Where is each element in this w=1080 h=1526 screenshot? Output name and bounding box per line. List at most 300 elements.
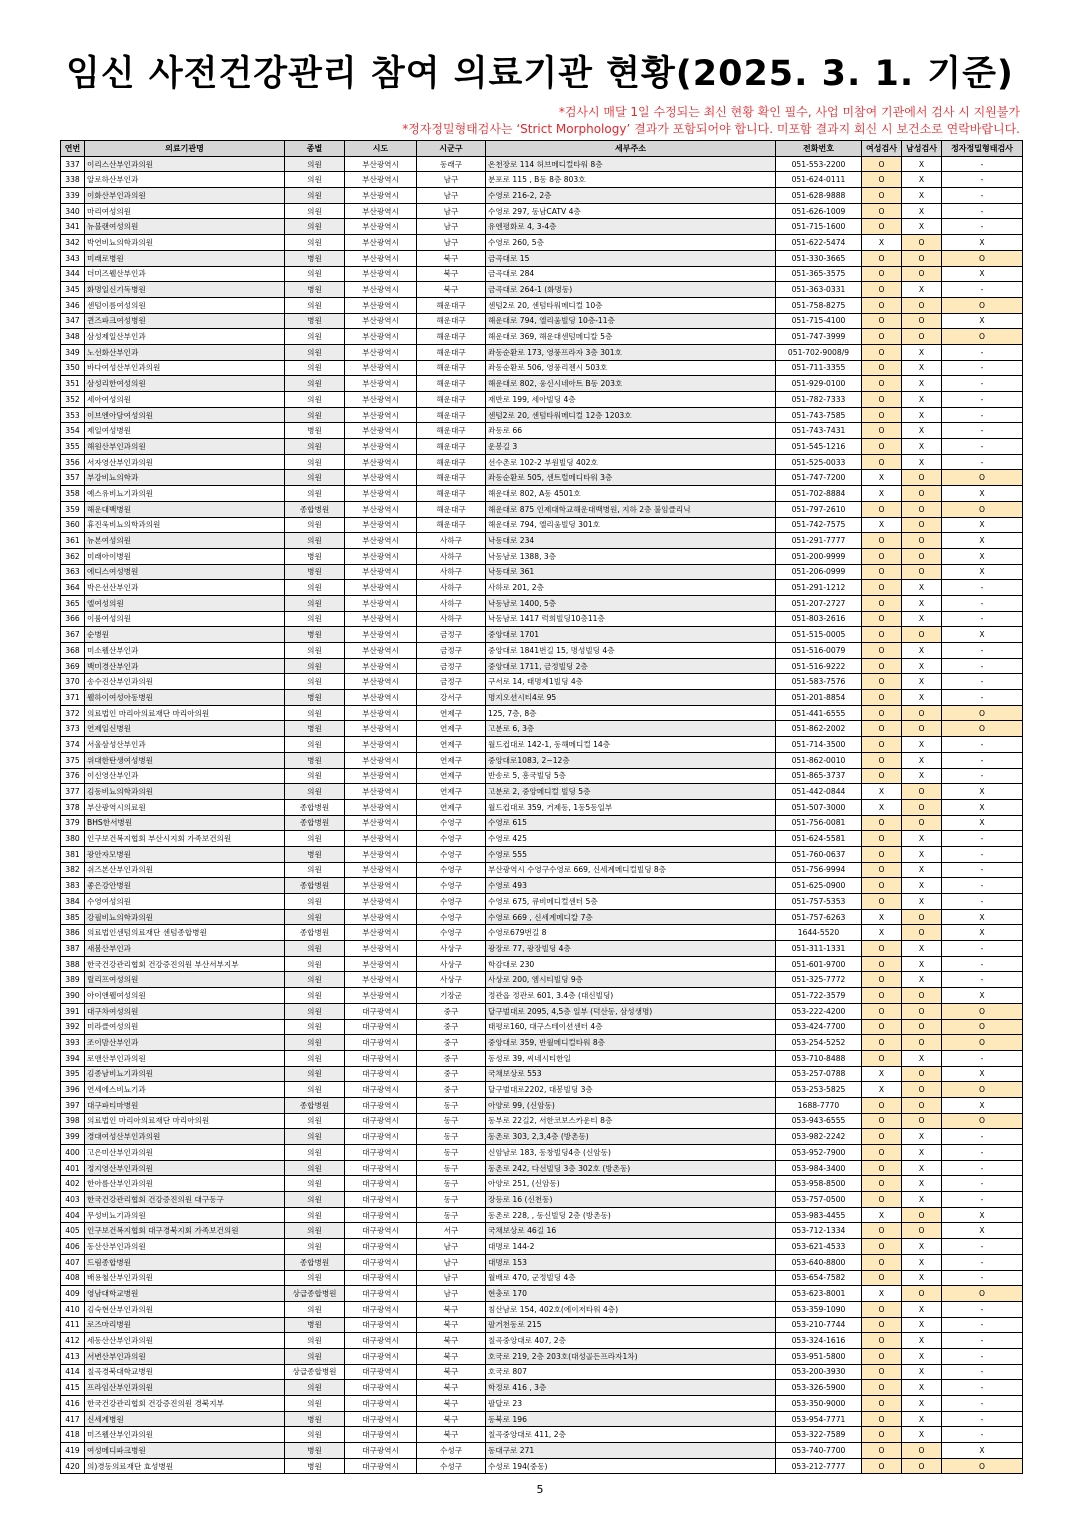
male-test-cell: O bbox=[902, 1035, 942, 1051]
district-cell: 수영구 bbox=[417, 846, 486, 862]
address-cell: 수영로679번길 8 bbox=[486, 925, 776, 941]
table-row bbox=[61, 752, 1023, 768]
district-cell: 연제구 bbox=[417, 799, 486, 815]
institution-type-cell: 종합병원 bbox=[285, 1097, 345, 1113]
institution-name-cell: 백미경산부인과 bbox=[85, 658, 285, 674]
table-row bbox=[61, 1192, 1023, 1208]
institution-type-cell: 의원 bbox=[285, 439, 345, 455]
institution-name-cell: 조이맘산부인과 bbox=[85, 1035, 285, 1051]
morphology-test-cell: O bbox=[942, 470, 1023, 486]
phone-cell: 051-291-1212 bbox=[776, 580, 862, 596]
col-header-male-test: 남성검사 bbox=[902, 141, 942, 157]
male-test-cell: O bbox=[902, 313, 942, 329]
table-row bbox=[61, 439, 1023, 455]
province-cell: 부산광역시 bbox=[345, 282, 417, 298]
institution-name-cell: 김숙현산부인과의원 bbox=[85, 1301, 285, 1317]
phone-cell: 053-324-1616 bbox=[776, 1333, 862, 1349]
female-test-cell: O bbox=[862, 1254, 902, 1270]
phone-cell: 053-640-8800 bbox=[776, 1254, 862, 1270]
institution-name-cell: 박연비뇨의학과의원 bbox=[85, 235, 285, 251]
institution-name-cell: 이신영산부인과 bbox=[85, 768, 285, 784]
table-row bbox=[61, 784, 1023, 800]
province-cell: 대구광역시 bbox=[345, 1301, 417, 1317]
district-cell: 금정구 bbox=[417, 658, 486, 674]
table-row bbox=[61, 266, 1023, 282]
morphology-test-cell: - bbox=[942, 1301, 1023, 1317]
morphology-test-cell: X bbox=[942, 313, 1023, 329]
col-header-address: 세부주소 bbox=[486, 141, 776, 157]
row-number-cell: 373 bbox=[61, 721, 85, 737]
institution-type-cell: 의원 bbox=[285, 1348, 345, 1364]
institution-type-cell: 의원 bbox=[285, 1207, 345, 1223]
province-cell: 대구광역시 bbox=[345, 1427, 417, 1443]
province-cell: 대구광역시 bbox=[345, 1019, 417, 1035]
institution-type-cell: 의원 bbox=[285, 1160, 345, 1176]
male-test-cell: O bbox=[902, 815, 942, 831]
table-row bbox=[61, 909, 1023, 925]
table-row bbox=[61, 564, 1023, 580]
address-cell: 동촌로 228, , 동신빌딩 2층 (방촌동) bbox=[486, 1207, 776, 1223]
district-cell: 강서구 bbox=[417, 690, 486, 706]
female-test-cell: O bbox=[862, 1301, 902, 1317]
morphology-test-cell: - bbox=[942, 831, 1023, 847]
table-row bbox=[61, 1396, 1023, 1412]
province-cell: 부산광역시 bbox=[345, 752, 417, 768]
address-cell: 동촌로 242, 다선빌딩 3층 302호 (방촌동) bbox=[486, 1160, 776, 1176]
institution-type-cell: 의원 bbox=[285, 188, 345, 204]
district-cell: 연제구 bbox=[417, 768, 486, 784]
morphology-test-cell: O bbox=[942, 1286, 1023, 1302]
institution-name-cell: 영남대학교병원 bbox=[85, 1286, 285, 1302]
address-cell: 수영로 216-2, 2층 bbox=[486, 188, 776, 204]
morphology-test-cell: - bbox=[942, 360, 1023, 376]
male-test-cell: X bbox=[902, 1301, 942, 1317]
male-test-cell: X bbox=[902, 1333, 942, 1349]
district-cell: 동구 bbox=[417, 1113, 486, 1129]
institution-name-cell: 프라임산부인과의원 bbox=[85, 1380, 285, 1396]
district-cell: 수영구 bbox=[417, 925, 486, 941]
morphology-test-cell: - bbox=[942, 1145, 1023, 1161]
district-cell: 북구 bbox=[417, 1333, 486, 1349]
address-cell: 좌동순환로 506, 영풍리젠시 503호 bbox=[486, 360, 776, 376]
morphology-test-cell: X bbox=[942, 1443, 1023, 1459]
female-test-cell: X bbox=[862, 925, 902, 941]
institution-type-cell: 의원 bbox=[285, 392, 345, 408]
row-number-cell: 374 bbox=[61, 737, 85, 753]
address-cell: 중앙대로1083, 2~12층 bbox=[486, 752, 776, 768]
institution-table bbox=[60, 140, 1023, 1474]
address-cell: 중앙대로 1841번길 15, 명성빌딩 4층 bbox=[486, 643, 776, 659]
female-test-cell: O bbox=[862, 266, 902, 282]
male-test-cell: O bbox=[902, 517, 942, 533]
male-test-cell: X bbox=[902, 643, 942, 659]
address-cell: 사상로 200, 엠시티빌딩 9층 bbox=[486, 972, 776, 988]
province-cell: 대구광역시 bbox=[345, 1066, 417, 1082]
table-row bbox=[61, 235, 1023, 251]
morphology-test-cell: - bbox=[942, 595, 1023, 611]
morphology-test-cell: - bbox=[942, 1364, 1023, 1380]
district-cell: 수영구 bbox=[417, 878, 486, 894]
morphology-test-cell: - bbox=[942, 439, 1023, 455]
province-cell: 대구광역시 bbox=[345, 1254, 417, 1270]
female-test-cell: O bbox=[862, 674, 902, 690]
province-cell: 대구광역시 bbox=[345, 1286, 417, 1302]
phone-cell: 051-758-8275 bbox=[776, 297, 862, 313]
address-cell: 좌동순환로 505, 센트럴메디타워 3층 bbox=[486, 470, 776, 486]
province-cell: 대구광역시 bbox=[345, 1176, 417, 1192]
table-row bbox=[61, 1443, 1023, 1459]
male-test-cell: X bbox=[902, 1192, 942, 1208]
institution-type-cell: 의원 bbox=[285, 486, 345, 502]
district-cell: 연제구 bbox=[417, 752, 486, 768]
morphology-test-cell: - bbox=[942, 752, 1023, 768]
address-cell: 낙동남로 1400, 5층 bbox=[486, 595, 776, 611]
male-test-cell: O bbox=[902, 1443, 942, 1459]
female-test-cell: O bbox=[862, 846, 902, 862]
table-row bbox=[61, 972, 1023, 988]
phone-cell: 053-952-7900 bbox=[776, 1145, 862, 1161]
district-cell: 남구 bbox=[417, 188, 486, 204]
row-number-cell: 355 bbox=[61, 439, 85, 455]
district-cell: 북구 bbox=[417, 1380, 486, 1396]
row-number-cell: 404 bbox=[61, 1207, 85, 1223]
phone-cell: 053-359-1090 bbox=[776, 1301, 862, 1317]
address-cell: 중앙대로 359, 반월메디컬타워 8층 bbox=[486, 1035, 776, 1051]
province-cell: 대구광역시 bbox=[345, 1364, 417, 1380]
table-row bbox=[61, 1129, 1023, 1145]
institution-name-cell: 동산산부인과의원 bbox=[85, 1239, 285, 1255]
morphology-test-cell: X bbox=[942, 909, 1023, 925]
female-test-cell: O bbox=[862, 972, 902, 988]
row-number-cell: 414 bbox=[61, 1364, 85, 1380]
phone-cell: 051-207-2727 bbox=[776, 595, 862, 611]
province-cell: 부산광역시 bbox=[345, 501, 417, 517]
table-row bbox=[61, 658, 1023, 674]
row-number-cell: 361 bbox=[61, 533, 85, 549]
female-test-cell: O bbox=[862, 580, 902, 596]
district-cell: 수영구 bbox=[417, 862, 486, 878]
district-cell: 동구 bbox=[417, 1176, 486, 1192]
row-number-cell: 356 bbox=[61, 454, 85, 470]
district-cell: 남구 bbox=[417, 203, 486, 219]
province-cell: 부산광역시 bbox=[345, 548, 417, 564]
phone-cell: 051-330-3665 bbox=[776, 250, 862, 266]
female-test-cell: O bbox=[862, 1003, 902, 1019]
male-test-cell: O bbox=[902, 721, 942, 737]
table-row bbox=[61, 1239, 1023, 1255]
institution-type-cell: 병원 bbox=[285, 1443, 345, 1459]
province-cell: 대구광역시 bbox=[345, 1239, 417, 1255]
phone-cell: 053-757-0500 bbox=[776, 1192, 862, 1208]
address-cell: 태평로160, 대구스테이션센터 4층 bbox=[486, 1019, 776, 1035]
phone-cell: 051-862-0010 bbox=[776, 752, 862, 768]
district-cell: 북구 bbox=[417, 1348, 486, 1364]
female-test-cell: O bbox=[862, 737, 902, 753]
male-test-cell: O bbox=[902, 627, 942, 643]
district-cell: 서구 bbox=[417, 1223, 486, 1239]
institution-type-cell: 병원 bbox=[285, 690, 345, 706]
district-cell: 동구 bbox=[417, 1207, 486, 1223]
institution-type-cell: 의원 bbox=[285, 1176, 345, 1192]
address-cell: 해운대로 794, 엘리움빌딩 10층-11층 bbox=[486, 313, 776, 329]
phone-cell: 051-756-0081 bbox=[776, 815, 862, 831]
province-cell: 부산광역시 bbox=[345, 203, 417, 219]
row-number-cell: 375 bbox=[61, 752, 85, 768]
phone-cell: 051-441-6555 bbox=[776, 705, 862, 721]
institution-name-cell: 릴리프여성의원 bbox=[85, 972, 285, 988]
institution-type-cell: 의원 bbox=[285, 1082, 345, 1098]
row-number-cell: 350 bbox=[61, 360, 85, 376]
morphology-test-cell: - bbox=[942, 156, 1023, 172]
address-cell: 수영로 425 bbox=[486, 831, 776, 847]
phone-cell: 051-797-2610 bbox=[776, 501, 862, 517]
morphology-test-cell: - bbox=[942, 1270, 1023, 1286]
row-number-cell: 379 bbox=[61, 815, 85, 831]
row-number-cell: 416 bbox=[61, 1396, 85, 1412]
address-cell: 중앙대로 1711, 금정빌딩 2층 bbox=[486, 658, 776, 674]
male-test-cell: X bbox=[902, 878, 942, 894]
morphology-test-cell: - bbox=[942, 1192, 1023, 1208]
province-cell: 대구광역시 bbox=[345, 1348, 417, 1364]
institution-type-cell: 병원 bbox=[285, 1458, 345, 1474]
row-number-cell: 357 bbox=[61, 470, 85, 486]
table-row bbox=[61, 1066, 1023, 1082]
female-test-cell: X bbox=[862, 470, 902, 486]
table-row bbox=[61, 611, 1023, 627]
table-row bbox=[61, 297, 1023, 313]
address-cell: 월드컵대로 142-1, 동해메디컬 14층 bbox=[486, 737, 776, 753]
district-cell: 중구 bbox=[417, 1035, 486, 1051]
phone-cell: 1644-5520 bbox=[776, 925, 862, 941]
institution-name-cell: 순병원 bbox=[85, 627, 285, 643]
institution-name-cell: 서울삼성산부인과 bbox=[85, 737, 285, 753]
row-number-cell: 377 bbox=[61, 784, 85, 800]
female-test-cell: X bbox=[862, 784, 902, 800]
district-cell: 수성구 bbox=[417, 1458, 486, 1474]
institution-name-cell: 박은선산부인과 bbox=[85, 580, 285, 596]
female-test-cell: O bbox=[862, 1333, 902, 1349]
morphology-test-cell: - bbox=[942, 282, 1023, 298]
male-test-cell: O bbox=[902, 548, 942, 564]
district-cell: 해운대구 bbox=[417, 344, 486, 360]
page-number: 5 bbox=[536, 1483, 544, 1496]
morphology-test-cell: O bbox=[942, 1113, 1023, 1129]
institution-name-cell: 신세계병원 bbox=[85, 1411, 285, 1427]
phone-cell: 053-958-8500 bbox=[776, 1176, 862, 1192]
district-cell: 남구 bbox=[417, 1239, 486, 1255]
male-test-cell: O bbox=[902, 533, 942, 549]
female-test-cell: O bbox=[862, 611, 902, 627]
address-cell: 정관읍 정관로 601, 3.4층 (대신빌딩) bbox=[486, 988, 776, 1004]
district-cell: 사상구 bbox=[417, 972, 486, 988]
morphology-test-cell: - bbox=[942, 643, 1023, 659]
province-cell: 부산광역시 bbox=[345, 297, 417, 313]
address-cell: 센텀2로 20, 센텀타워메디컬 10층 bbox=[486, 297, 776, 313]
female-test-cell: O bbox=[862, 548, 902, 564]
district-cell: 해운대구 bbox=[417, 329, 486, 345]
institution-name-cell: 웰하이여성아동병원 bbox=[85, 690, 285, 706]
institution-type-cell: 의원 bbox=[285, 1035, 345, 1051]
male-test-cell: X bbox=[902, 972, 942, 988]
row-number-cell: 401 bbox=[61, 1160, 85, 1176]
district-cell: 남구 bbox=[417, 219, 486, 235]
phone-cell: 051-624-0111 bbox=[776, 172, 862, 188]
notice-line-2: *정자정밀형태검사는 ‘Strict Morphology’ 결과가 포함되어야 합니다. 미포함 결과지 회신 시 보건소로 연락바랍니다. bbox=[402, 122, 1020, 136]
male-test-cell: X bbox=[902, 1145, 942, 1161]
institution-name-cell: 수영여성의원 bbox=[85, 894, 285, 910]
institution-name-cell: 바다여성산부인과의원 bbox=[85, 360, 285, 376]
institution-name-cell: 뉴본여성의원 bbox=[85, 533, 285, 549]
phone-cell: 051-756-9994 bbox=[776, 862, 862, 878]
male-test-cell: X bbox=[902, 674, 942, 690]
province-cell: 대구광역시 bbox=[345, 1097, 417, 1113]
row-number-cell: 369 bbox=[61, 658, 85, 674]
morphology-test-cell: X bbox=[942, 988, 1023, 1004]
institution-type-cell: 의원 bbox=[285, 894, 345, 910]
district-cell: 동구 bbox=[417, 1160, 486, 1176]
male-test-cell: X bbox=[902, 768, 942, 784]
address-cell: 학감대로 230 bbox=[486, 956, 776, 972]
institution-name-cell: 이리스산부인과의원 bbox=[85, 156, 285, 172]
province-cell: 부산광역시 bbox=[345, 376, 417, 392]
morphology-test-cell: - bbox=[942, 1176, 1023, 1192]
institution-type-cell: 병원 bbox=[285, 423, 345, 439]
male-test-cell: X bbox=[902, 1050, 942, 1066]
phone-cell: 051-742-7575 bbox=[776, 517, 862, 533]
province-cell: 부산광역시 bbox=[345, 595, 417, 611]
district-cell: 중구 bbox=[417, 1066, 486, 1082]
phone-cell: 053-984-3400 bbox=[776, 1160, 862, 1176]
female-test-cell: O bbox=[862, 988, 902, 1004]
institution-type-cell: 의원 bbox=[285, 1301, 345, 1317]
institution-name-cell: 송수진산부인과의원 bbox=[85, 674, 285, 690]
table-row bbox=[61, 313, 1023, 329]
province-cell: 대구광역시 bbox=[345, 1129, 417, 1145]
table-row bbox=[61, 1380, 1023, 1396]
row-number-cell: 381 bbox=[61, 846, 85, 862]
col-header-female-test: 여성검사 bbox=[862, 141, 902, 157]
institution-type-cell: 의원 bbox=[285, 1066, 345, 1082]
phone-cell: 051-507-3000 bbox=[776, 799, 862, 815]
district-cell: 사하구 bbox=[417, 564, 486, 580]
morphology-test-cell: - bbox=[942, 674, 1023, 690]
address-cell: 월드컵대로 359, 거제동, 1동5동일부 bbox=[486, 799, 776, 815]
institution-type-cell: 의원 bbox=[285, 454, 345, 470]
phone-cell: 051-865-3737 bbox=[776, 768, 862, 784]
address-cell: 분포로 115 , B동 8층 803호 bbox=[486, 172, 776, 188]
female-test-cell: O bbox=[862, 156, 902, 172]
female-test-cell: O bbox=[862, 1145, 902, 1161]
table-row bbox=[61, 1364, 1023, 1380]
phone-cell: 053-424-7700 bbox=[776, 1019, 862, 1035]
female-test-cell: O bbox=[862, 862, 902, 878]
province-cell: 부산광역시 bbox=[345, 360, 417, 376]
institution-name-cell: 서변산부인과의원 bbox=[85, 1348, 285, 1364]
table-row bbox=[61, 878, 1023, 894]
male-test-cell: X bbox=[902, 846, 942, 862]
male-test-cell: X bbox=[902, 203, 942, 219]
female-test-cell: O bbox=[862, 313, 902, 329]
district-cell: 수성구 bbox=[417, 1443, 486, 1459]
institution-name-cell: 더미즈웰산부인과 bbox=[85, 266, 285, 282]
institution-type-cell: 의원 bbox=[285, 1145, 345, 1161]
male-test-cell: X bbox=[902, 407, 942, 423]
address-cell: 구서로 14, 태명제1빌딩 4층 bbox=[486, 674, 776, 690]
male-test-cell: X bbox=[902, 1348, 942, 1364]
male-test-cell: O bbox=[902, 564, 942, 580]
morphology-test-cell: - bbox=[942, 423, 1023, 439]
institution-name-cell: 한아름산부인과의원 bbox=[85, 1176, 285, 1192]
district-cell: 북구 bbox=[417, 1396, 486, 1412]
phone-cell: 051-545-1216 bbox=[776, 439, 862, 455]
institution-type-cell: 의원 bbox=[285, 768, 345, 784]
male-test-cell: O bbox=[902, 925, 942, 941]
female-test-cell: O bbox=[862, 658, 902, 674]
province-cell: 대구광역시 bbox=[345, 1317, 417, 1333]
male-test-cell: O bbox=[902, 1066, 942, 1082]
row-number-cell: 394 bbox=[61, 1050, 85, 1066]
province-cell: 대구광역시 bbox=[345, 1003, 417, 1019]
institution-name-cell: 이화산부인과의원 bbox=[85, 188, 285, 204]
row-number-cell: 384 bbox=[61, 894, 85, 910]
institution-type-cell: 의원 bbox=[285, 360, 345, 376]
female-test-cell: O bbox=[862, 831, 902, 847]
phone-cell: 051-516-9222 bbox=[776, 658, 862, 674]
institution-name-cell: 배용철산부인과의원 bbox=[85, 1270, 285, 1286]
morphology-test-cell: X bbox=[942, 1066, 1023, 1082]
institution-name-cell: 퀸즈파크여성병원 bbox=[85, 313, 285, 329]
phone-cell: 051-747-7200 bbox=[776, 470, 862, 486]
address-cell: 국채보상로 46길 16 bbox=[486, 1223, 776, 1239]
institution-name-cell: 제일여성병원 bbox=[85, 423, 285, 439]
male-test-cell: O bbox=[902, 266, 942, 282]
female-test-cell: O bbox=[862, 1270, 902, 1286]
district-cell: 북구 bbox=[417, 250, 486, 266]
phone-cell: 051-628-9888 bbox=[776, 188, 862, 204]
male-test-cell: X bbox=[902, 941, 942, 957]
row-number-cell: 408 bbox=[61, 1270, 85, 1286]
phone-cell: 051-862-2002 bbox=[776, 721, 862, 737]
province-cell: 부산광역시 bbox=[345, 627, 417, 643]
female-test-cell: O bbox=[862, 768, 902, 784]
institution-name-cell: 알로하산부인과 bbox=[85, 172, 285, 188]
address-cell: 반송로 5, 흥국빌딩 5층 bbox=[486, 768, 776, 784]
male-test-cell: O bbox=[902, 1097, 942, 1113]
institution-type-cell: 병원 bbox=[285, 1411, 345, 1427]
male-test-cell: O bbox=[902, 235, 942, 251]
address-cell: 동북로 196 bbox=[486, 1411, 776, 1427]
row-number-cell: 339 bbox=[61, 188, 85, 204]
morphology-test-cell: X bbox=[942, 815, 1023, 831]
phone-cell: 051-747-3999 bbox=[776, 329, 862, 345]
district-cell: 해운대구 bbox=[417, 439, 486, 455]
female-test-cell: O bbox=[862, 360, 902, 376]
province-cell: 부산광역시 bbox=[345, 470, 417, 486]
col-header-morphology-test: 정자정밀형태검사 bbox=[942, 141, 1023, 157]
province-cell: 부산광역시 bbox=[345, 188, 417, 204]
morphology-test-cell: - bbox=[942, 188, 1023, 204]
province-cell: 부산광역시 bbox=[345, 799, 417, 815]
male-test-cell: X bbox=[902, 344, 942, 360]
male-test-cell: O bbox=[902, 250, 942, 266]
male-test-cell: X bbox=[902, 737, 942, 753]
province-cell: 대구광역시 bbox=[345, 1270, 417, 1286]
address-cell: 좌동순환로 173, 영풍프라자 3층 301호 bbox=[486, 344, 776, 360]
male-test-cell: X bbox=[902, 360, 942, 376]
institution-type-cell: 의원 bbox=[285, 784, 345, 800]
phone-cell: 051-625-0900 bbox=[776, 878, 862, 894]
row-number-cell: 409 bbox=[61, 1286, 85, 1302]
